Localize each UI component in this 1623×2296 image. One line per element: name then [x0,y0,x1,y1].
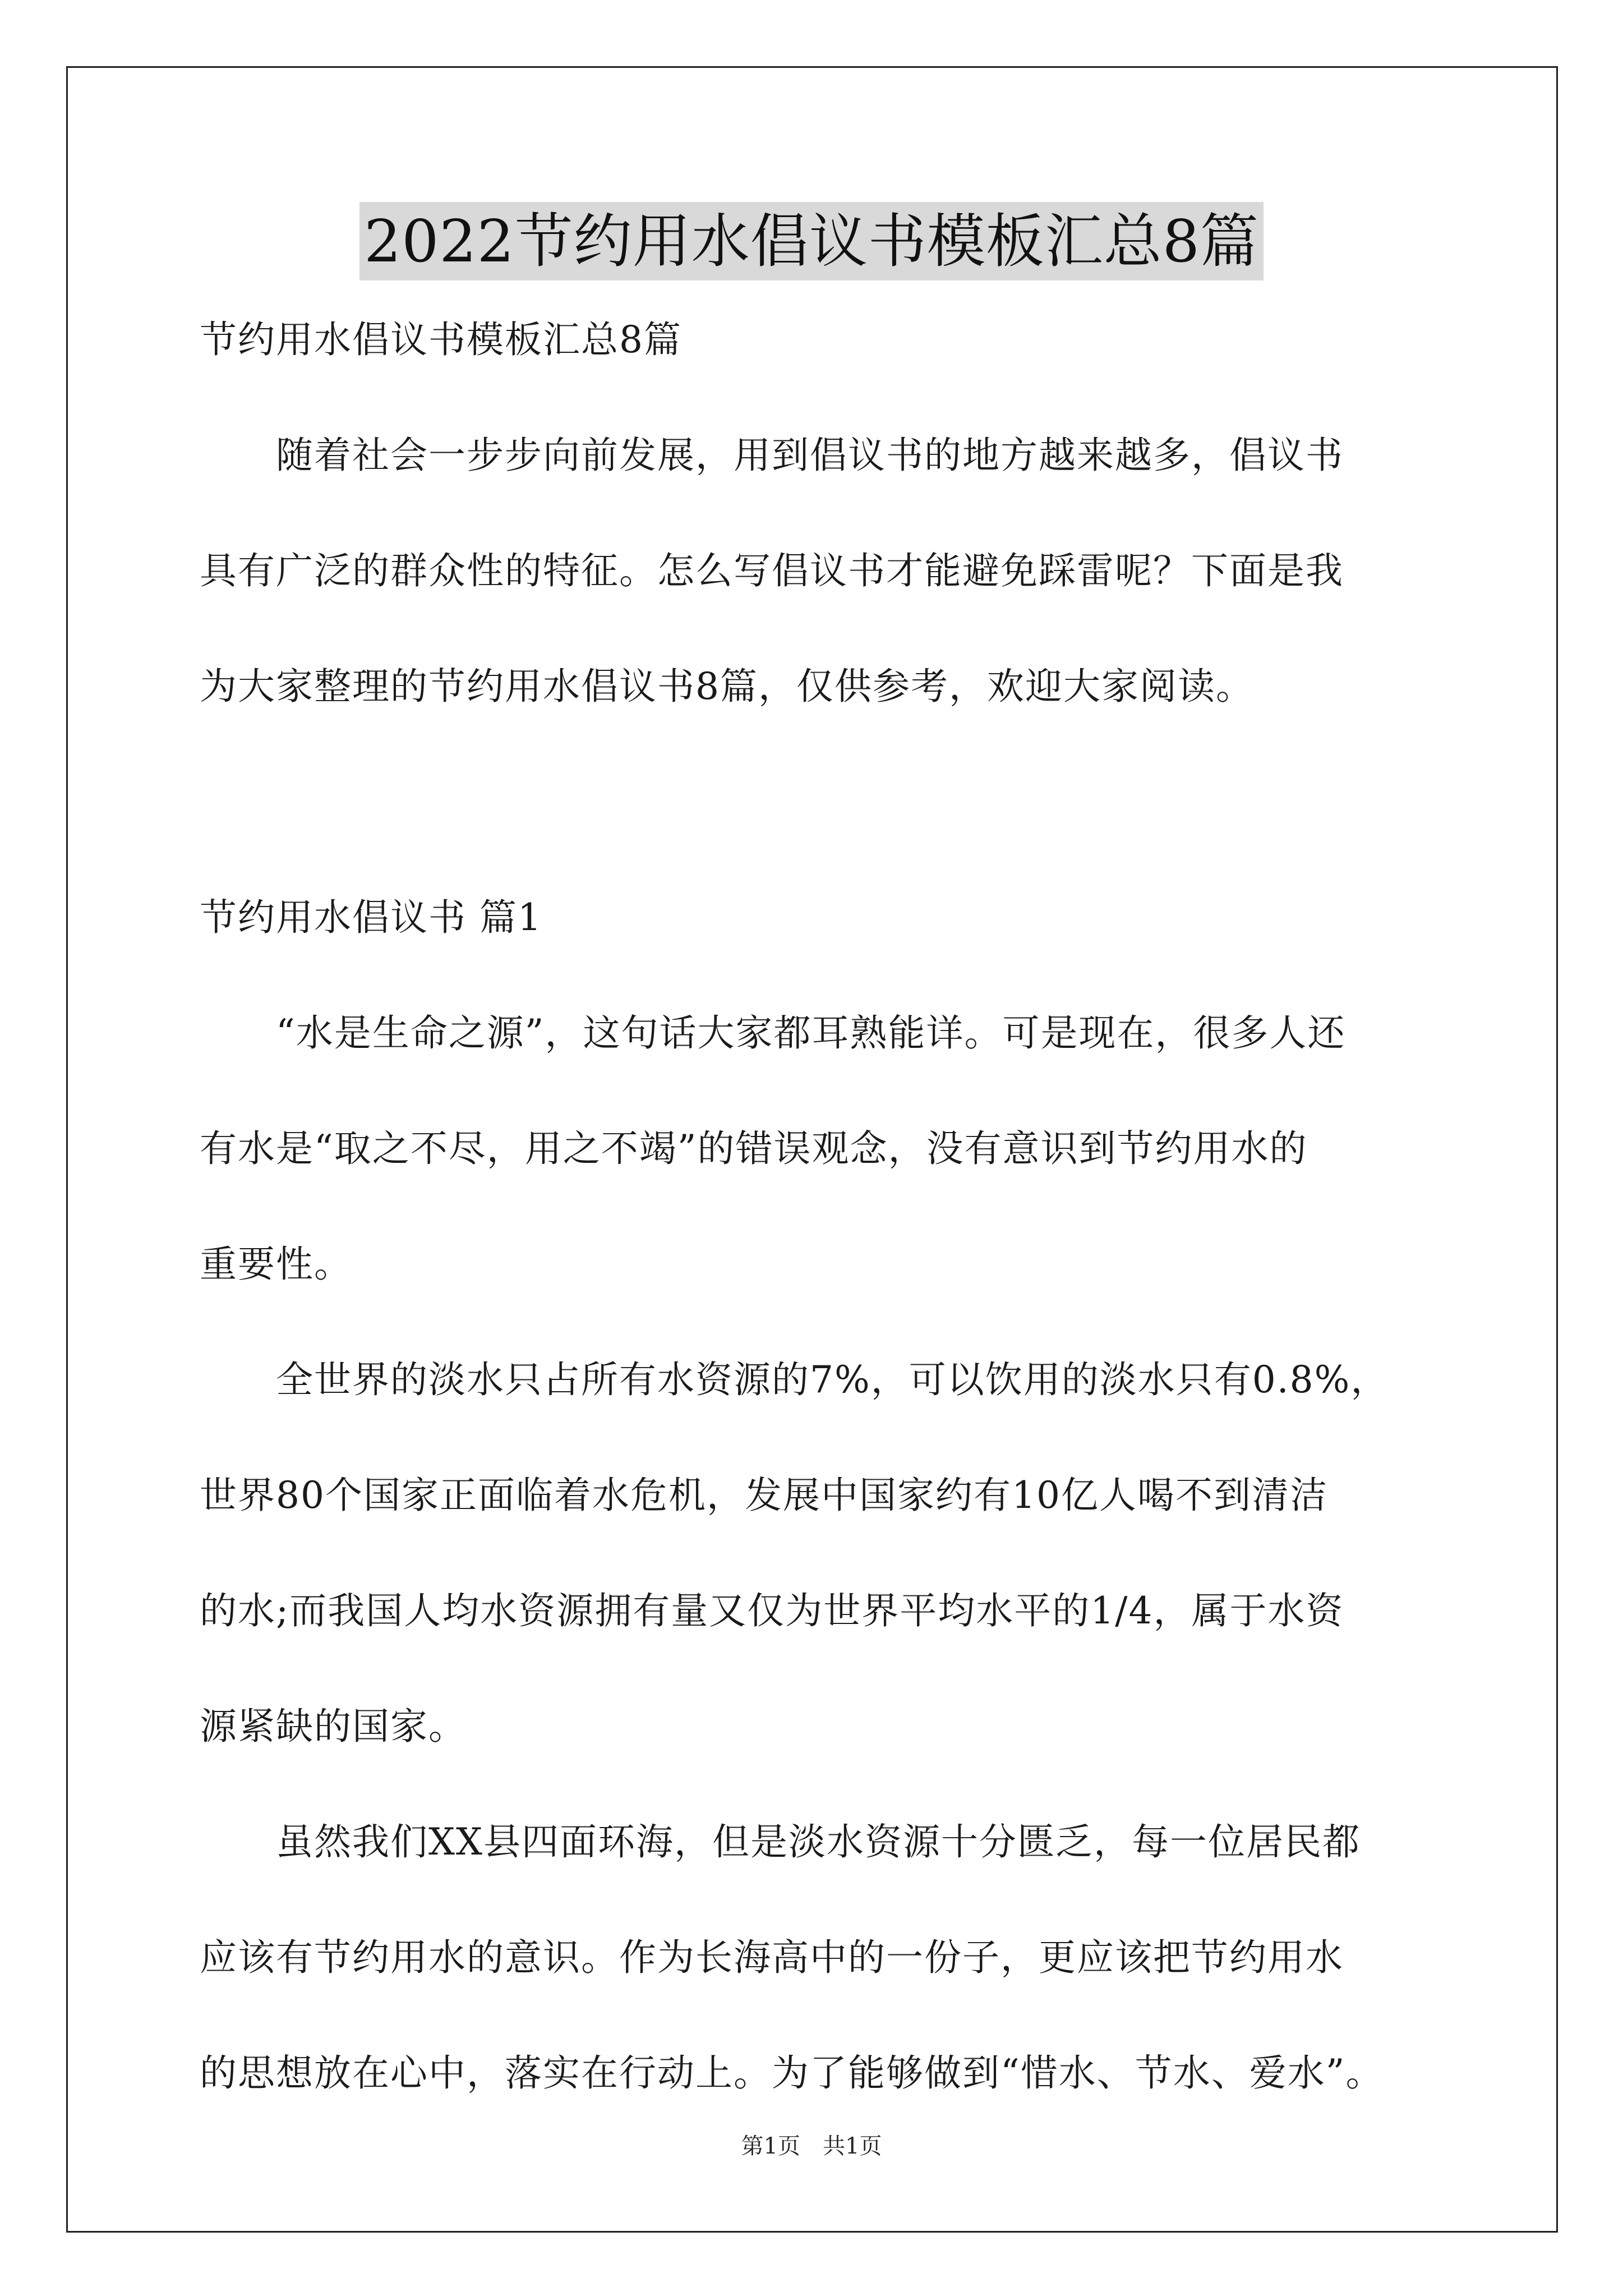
para2-line-4: 源紧缺的国家。 [200,1705,467,1748]
document-title: 2022节约用水倡议书模板汇总8篇 [359,202,1264,280]
document-body [200,312,1433,2101]
para3-line-1: 虽然我们XX县四面环海，但是淡水资源十分匮乏，每一位居民都 [200,1820,1361,1864]
para1-line-3: 重要性。 [200,1243,352,1286]
para2-line-3: 的水;而我国人均水资源拥有量又仅为世界平均水平的1/4，属于水资 [200,1589,1344,1632]
para2-line-1: 全世界的淡水只占所有水资源的7%，可以饮用的淡水只有0.8%， [200,1358,1389,1401]
section-heading: 节约用水倡议书 篇1 [200,896,542,939]
para3-line-2: 应该有节约用水的意识。作为长海高中的一份子，更应该把节约用水 [200,1936,1344,1979]
intro-line-1: 随着社会一步步向前发展，用到倡议书的地方越来越多，倡议书 [200,434,1344,477]
title-container [0,202,1623,280]
intro-line-2: 具有广泛的群众性的特征。怎么写倡议书才能避免踩雷呢？下面是我 [200,549,1344,592]
page-footer: 第1页 共1页 [741,2133,882,2159]
para2-line-2: 世界80个国家正面临着水危机，发展中国家约有10亿人喝不到清洁 [200,1474,1328,1517]
para1-line-1: “水是生命之源”，这句话大家都耳熟能详。可是现在，很多人还 [200,1011,1346,1055]
intro-line-3: 为大家整理的节约用水倡议书8篇，仅供参考，欢迎大家阅读。 [200,665,1254,708]
subtitle-line: 节约用水倡议书模板汇总8篇 [200,318,682,361]
para1-line-2: 有水是“取之不尽，用之不竭”的错误观念，没有意识到节约用水的 [200,1127,1308,1170]
para3-line-3: 的思想放在心中，落实在行动上。为了能够做到“惜水、节水、爱水”。 [200,2051,1384,2095]
